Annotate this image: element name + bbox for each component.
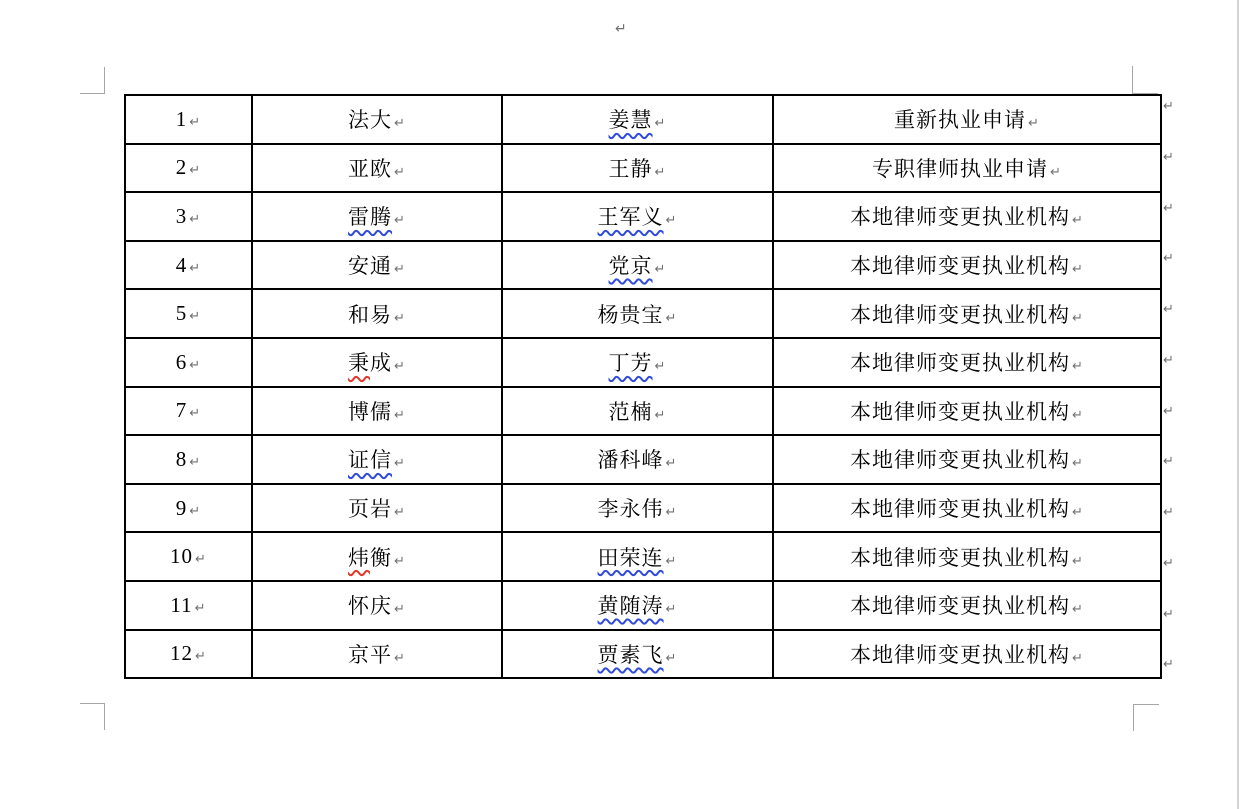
margin-crop-mark-top-right: [1132, 66, 1158, 94]
paragraph-mark-icon: ↵: [1072, 359, 1084, 375]
paragraph-mark-icon: ↵: [665, 505, 678, 521]
cell-firm[interactable]: 炜衡 ↵: [252, 532, 502, 581]
paragraph-mark-icon: ↵: [394, 116, 406, 132]
grammar-squiggle-text: 王军义: [597, 205, 664, 230]
paragraph-mark-icon: ↵: [1072, 407, 1084, 423]
paragraph-mark-icon: ↵: [189, 503, 202, 519]
table-row: [125, 484, 1161, 533]
cell-number[interactable]: 12 ↵: [125, 630, 252, 679]
spelling-squiggle-text: 炜: [348, 545, 371, 570]
cell-number[interactable]: 5 ↵: [125, 289, 252, 338]
paragraph-mark-icon: ↵: [1072, 262, 1084, 278]
row-end-mark-icon: ↵: [1163, 403, 1174, 419]
cell-name[interactable]: 范楠 ↵: [502, 387, 773, 436]
cell-application[interactable]: 本地律师变更执业机构 ↵: [773, 435, 1161, 484]
paragraph-mark-icon: ↵: [1072, 310, 1084, 326]
cell-name[interactable]: [502, 241, 773, 290]
paragraph-mark-icon: ↵: [394, 407, 406, 423]
cell-application[interactable]: 重新执业申请 ↵: [773, 95, 1161, 144]
paragraph-mark-icon: ↵: [654, 164, 667, 180]
cell-number[interactable]: 6 ↵: [125, 338, 252, 387]
table-row: [125, 289, 1161, 338]
paragraph-mark-icon: ↵: [189, 211, 202, 227]
cell-firm[interactable]: 秉成 ↵: [252, 338, 502, 387]
paragraph-mark-icon: ↵: [665, 213, 678, 229]
lawyer-application-table: [124, 94, 1162, 679]
cell-firm[interactable]: 亚欧 ↵: [252, 144, 502, 193]
paragraph-mark-icon: ↵: [189, 454, 202, 470]
paragraph-mark-icon: ↵: [654, 262, 667, 278]
cell-number[interactable]: 7 ↵: [125, 387, 252, 436]
cell-application[interactable]: 本地律师变更执业机构 ↵: [773, 532, 1161, 581]
cell-number[interactable]: 4 ↵: [125, 241, 252, 290]
row-end-mark-icon: ↵: [1163, 251, 1174, 267]
paragraph-mark-icon: ↵: [1072, 553, 1084, 569]
paragraph-mark-icon: ↵: [189, 260, 202, 276]
cell-firm[interactable]: 页岩 ↵: [252, 484, 502, 533]
cell-application[interactable]: 本地律师变更执业机构 ↵: [773, 484, 1161, 533]
row-end-mark-icon: ↵: [1163, 99, 1174, 114]
cell-number[interactable]: 2 ↵: [125, 144, 252, 193]
cell-application[interactable]: 专职律师执业申请 ↵: [773, 144, 1161, 193]
paragraph-mark-icon: ↵: [189, 357, 202, 373]
margin-crop-mark-bottom-right: [1133, 704, 1159, 731]
paragraph-mark-icon: ↵: [394, 505, 406, 521]
cell-application[interactable]: 本地律师变更执业机构 ↵: [773, 289, 1161, 338]
paragraph-mark-icon: ↵: [654, 407, 667, 423]
cell-firm[interactable]: [252, 192, 502, 241]
row-end-mark-icon: ↵: [1163, 302, 1174, 317]
paragraph-mark-icon: ↵: [394, 164, 406, 180]
table-row: [125, 435, 1161, 484]
paragraph-mark-icon: ↵: [394, 359, 406, 375]
cell-application[interactable]: 本地律师变更执业机构 ↵: [773, 192, 1161, 241]
paragraph-mark-icon: ↵: [394, 650, 406, 666]
cell-firm[interactable]: 博儒 ↵: [252, 387, 502, 436]
cell-number[interactable]: 1 ↵: [125, 95, 252, 144]
paragraph-mark-icon: ↵: [615, 21, 627, 37]
paragraph-mark-icon: ↵: [665, 553, 678, 569]
table-row: [125, 532, 1161, 581]
margin-crop-mark-top-left: [80, 67, 105, 94]
cell-number[interactable]: 8 ↵: [125, 435, 252, 484]
cell-name[interactable]: 李永伟 ↵: [502, 484, 773, 533]
paragraph-mark-icon: ↵: [1072, 602, 1084, 618]
grammar-squiggle-text: 姜慧: [608, 108, 653, 133]
paragraph-mark-icon: ↵: [194, 600, 207, 616]
paragraph-mark-icon: ↵: [195, 649, 207, 665]
cell-name[interactable]: 王静 ↵: [502, 144, 773, 193]
grammar-squiggle-text: 丁芳: [608, 351, 653, 376]
cell-number[interactable]: 10 ↵: [125, 532, 252, 581]
cell-firm[interactable]: 京平 ↵: [252, 630, 502, 679]
cell-number[interactable]: 3 ↵: [125, 192, 252, 241]
paragraph-mark-icon: ↵: [665, 456, 678, 472]
row-end-marks: [1163, 94, 1183, 703]
cell-firm[interactable]: 怀庆 ↵: [252, 581, 502, 630]
cell-application[interactable]: 本地律师变更执业机构 ↵: [773, 241, 1161, 290]
grammar-squiggle-text: 黄随涛: [597, 594, 664, 619]
paragraph-mark-icon: ↵: [189, 406, 202, 422]
cell-application[interactable]: 本地律师变更执业机构 ↵: [773, 581, 1161, 630]
table-row: [125, 630, 1161, 679]
paragraph-mark-icon: ↵: [1028, 116, 1040, 132]
cell-number[interactable]: 11 ↵: [125, 581, 252, 630]
row-end-mark-icon: ↵: [1163, 454, 1174, 470]
cell-name[interactable]: [502, 192, 773, 241]
paragraph-mark-icon: ↵: [394, 553, 406, 569]
paragraph-mark-icon: ↵: [665, 602, 678, 618]
cell-number[interactable]: 9 ↵: [125, 484, 252, 533]
table-row: [125, 192, 1161, 241]
row-end-mark-icon: ↵: [1163, 657, 1174, 673]
row-end-mark-icon: ↵: [1163, 200, 1174, 216]
grammar-squiggle-text: 雷腾: [348, 205, 393, 230]
row-end-mark-icon: ↵: [1163, 352, 1174, 368]
cell-firm[interactable]: 和易 ↵: [252, 289, 502, 338]
paragraph-mark-icon: ↵: [1072, 456, 1084, 472]
table-row: [125, 338, 1161, 387]
row-end-mark-icon: ↵: [1163, 149, 1174, 165]
grammar-squiggle-text: 证信: [348, 448, 393, 473]
cell-name[interactable]: 潘科峰 ↵: [502, 435, 773, 484]
paragraph-mark-icon: ↵: [654, 359, 667, 375]
cell-application[interactable]: 本地律师变更执业机构 ↵: [773, 338, 1161, 387]
grammar-squiggle-text: 贾素飞: [597, 642, 664, 667]
row-end-mark-icon: ↵: [1163, 505, 1174, 520]
paragraph-mark-icon: ↵: [189, 163, 202, 179]
grammar-squiggle-text: 党京: [608, 254, 653, 279]
cell-application[interactable]: 本地律师变更执业机构 ↵: [773, 630, 1161, 679]
cell-name[interactable]: 杨贵宝 ↵: [502, 289, 773, 338]
paragraph-mark-icon: ↵: [394, 213, 406, 229]
cell-firm[interactable]: 法大 ↵: [252, 95, 502, 144]
table-row: [125, 387, 1161, 436]
cell-name[interactable]: [502, 630, 773, 679]
spelling-squiggle-text: 秉: [348, 351, 371, 376]
paragraph-mark-icon: ↵: [1072, 505, 1084, 521]
table-row: [125, 144, 1161, 193]
table-row: [125, 241, 1161, 290]
paragraph-mark-icon: ↵: [665, 650, 678, 666]
cell-application[interactable]: 本地律师变更执业机构 ↵: [773, 387, 1161, 436]
paragraph-mark-icon: ↵: [189, 309, 202, 325]
paragraph-mark-icon: ↵: [394, 456, 406, 472]
cell-firm[interactable]: 安通 ↵: [252, 241, 502, 290]
paragraph-mark-icon: ↵: [394, 602, 406, 618]
paragraph-mark-icon: ↵: [654, 116, 667, 132]
cell-name[interactable]: [502, 95, 773, 144]
paragraph-mark-icon: ↵: [189, 114, 202, 130]
cell-name[interactable]: [502, 581, 773, 630]
paragraph-mark-icon: ↵: [665, 310, 678, 326]
paragraph-mark-icon: ↵: [195, 552, 207, 568]
margin-crop-mark-bottom-left: [80, 703, 105, 730]
paragraph-mark-icon: ↵: [1050, 164, 1062, 180]
row-end-mark-icon: ↵: [1163, 555, 1174, 571]
paragraph-mark-icon: ↵: [1072, 213, 1084, 229]
cell-name[interactable]: [502, 532, 773, 581]
row-end-mark-icon: ↵: [1163, 606, 1174, 622]
grammar-squiggle-text: 田荣连: [597, 545, 664, 570]
table-row: [125, 95, 1161, 144]
paragraph-mark-icon: ↵: [1072, 650, 1084, 666]
cell-firm[interactable]: [252, 435, 502, 484]
paragraph-mark-icon: ↵: [394, 310, 406, 326]
table-row: [125, 581, 1161, 630]
cell-name[interactable]: [502, 338, 773, 387]
paragraph-mark-icon: ↵: [394, 262, 406, 278]
